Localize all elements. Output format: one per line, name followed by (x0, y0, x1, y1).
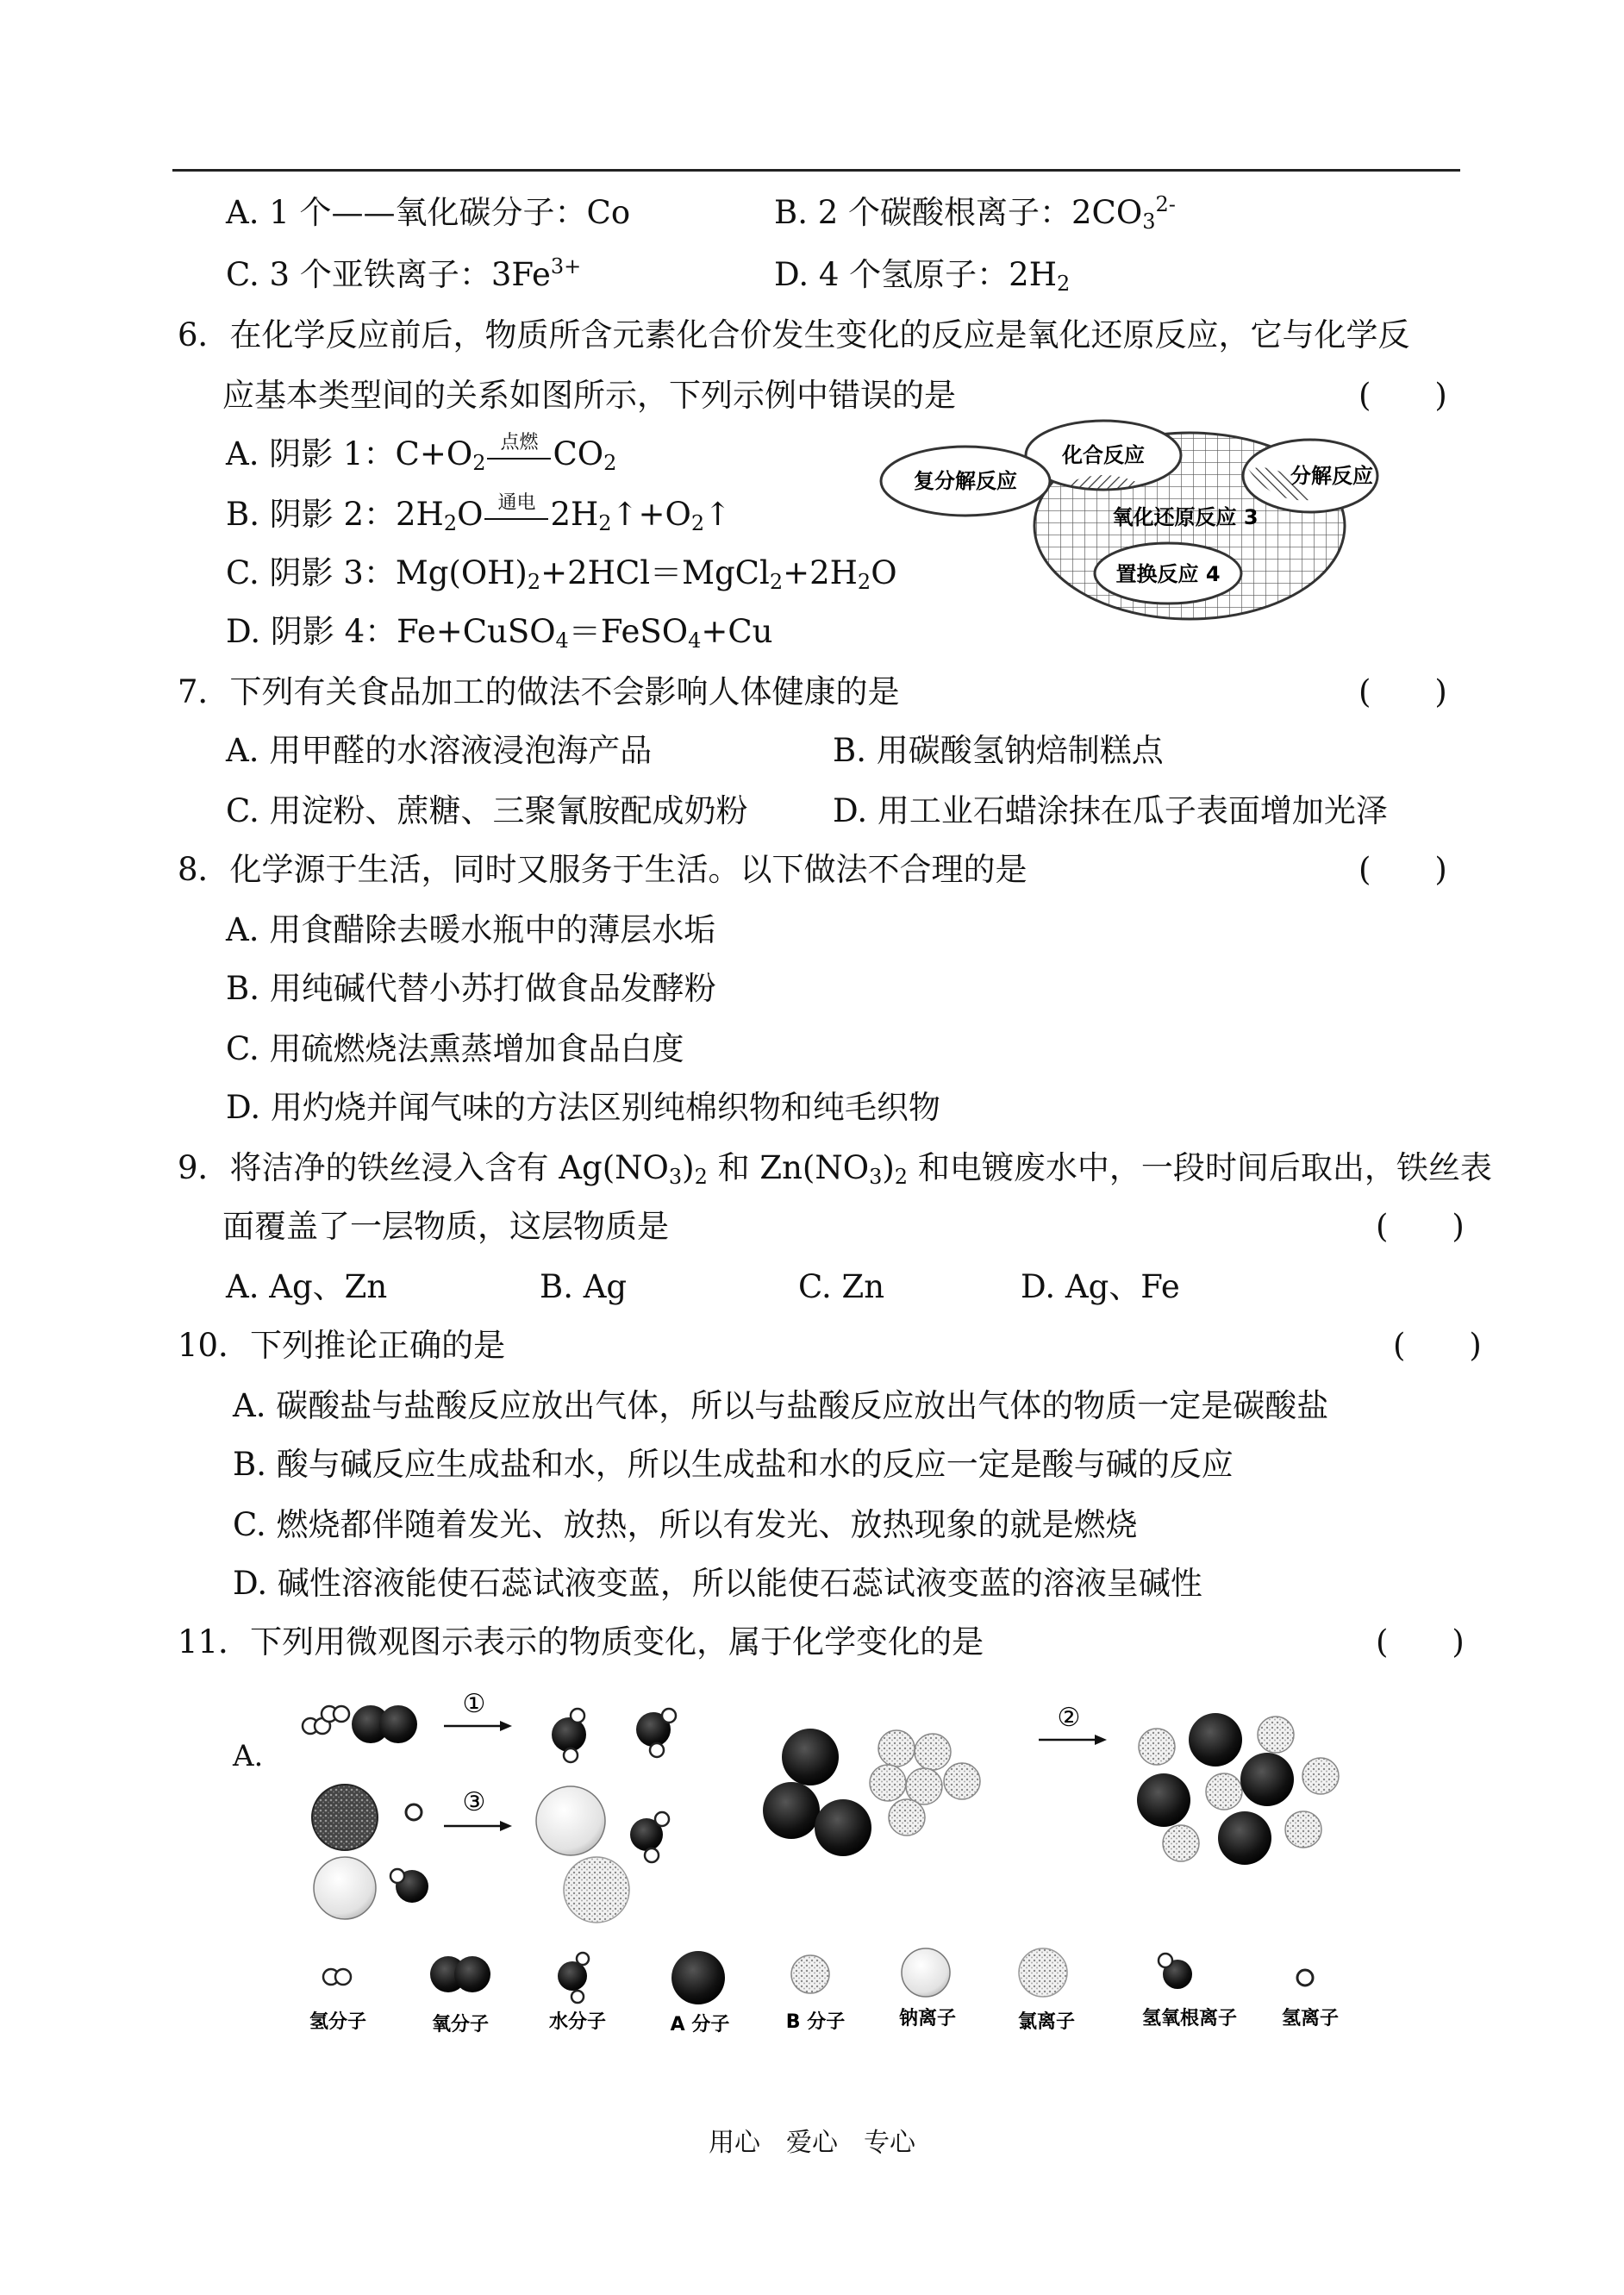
panel-1 (303, 1690, 676, 1762)
b-molecule (889, 1799, 925, 1835)
q10-stem: 10．下列推论正确的是 (178, 1327, 506, 1364)
q5-option-b: B. 2 个碳酸根离子：$2CO_3^{2-}$ (774, 192, 1176, 234)
q8-answer-paren: ( ) (1359, 851, 1447, 888)
page-footer: 用心 爱心 专心 (709, 2128, 915, 2158)
q9-option-d: D. Ag、Fe (1021, 1268, 1180, 1305)
q5-option-c: C. 3 个亚铁离子：$3Fe^{3+}$ (226, 254, 582, 293)
double-decomposition-label: 复分解反应 (914, 469, 1017, 493)
legend-hydrogen-ion (1282, 1970, 1339, 2029)
redox-label: 氧化还原反应 3 (1112, 505, 1259, 529)
svg-text:氧分子: 氧分子 (431, 2014, 490, 2035)
a-molecule (1137, 1773, 1190, 1827)
q6-stem-line1: 6．在化学反应前后，物质所含元素化合价发生变化的反应是氧化还原反应，它与化学反 (178, 316, 1410, 353)
b-molecule (1258, 1717, 1294, 1753)
q6-option-b: B. 阴影 2：$2H_2O$ 通电 $2H_2↑+O_2↑$ (226, 492, 732, 535)
q7-option-c: C. 用淀粉、蔗糖、三聚氰胺配成奶粉 (226, 792, 748, 829)
q9-option-c: C. Zn (798, 1268, 885, 1305)
q8-option-d: D. 用灼烧并闻气味的方法区别纯棉织物和纯毛织物 (226, 1089, 940, 1126)
svg-text:氢分子: 氢分子 (309, 2011, 367, 2033)
q6-option-a: A. 阴影 1：$C+O_2$ 点燃 $CO_2$ (226, 432, 617, 475)
b-molecule (870, 1765, 906, 1801)
step-1-label: ① (462, 1690, 486, 1719)
oxygen-molecule (352, 1705, 417, 1743)
b-molecule (1139, 1729, 1175, 1765)
q6-stem-line2: 应基本类型间的关系如图所示，下列示例中错误的是 (222, 377, 956, 414)
q5-option-d: D. 4 个氢原子：$2H_2$ (774, 256, 1071, 296)
q8-option-a: A. 用食醋除去暖水瓶中的薄层水垢 (226, 911, 716, 948)
legend-b-molecule (786, 1955, 845, 2033)
svg-text:氢离子: 氢离子 (1281, 2008, 1340, 2029)
a-molecule (782, 1729, 839, 1785)
q8-stem: 8．化学源于生活，同时又服务于生活。以下做法不合理的是 (178, 851, 1027, 888)
a-molecule (1189, 1713, 1242, 1767)
legend-hydroxide-ion (1142, 1954, 1237, 2029)
hydroxide-ion (390, 1869, 428, 1903)
q7-answer-paren: ( ) (1359, 673, 1447, 710)
svg-text:氯离子: 氯离子 (1017, 2011, 1076, 2033)
svg-text:B 分子: B 分子 (785, 2011, 846, 2033)
q9-stem-line2: 面覆盖了一层物质，这层物质是 (222, 1208, 669, 1245)
sodium-ion (314, 1857, 376, 1919)
combination-label: 化合反应 (1062, 443, 1145, 467)
q10-option-b: B. 酸与碱反应生成盐和水，所以生成盐和水的反应一定是酸与碱的反应 (233, 1446, 1234, 1483)
legend-sodium-ion (899, 1948, 956, 2029)
q11-stem: 11．下列用微观图示表示的物质变化，属于化学变化的是 (178, 1623, 984, 1660)
q11-answer-paren: ( ) (1376, 1623, 1465, 1660)
chloride-ion (312, 1785, 378, 1850)
water-molecule (636, 1709, 676, 1757)
b-molecule (1163, 1825, 1199, 1861)
legend-water-molecule (549, 1953, 606, 2033)
a-molecule (763, 1782, 820, 1839)
step-3-label: ③ (462, 1787, 486, 1817)
panel-2 (763, 1703, 1339, 1865)
a-molecule (1240, 1753, 1294, 1806)
q10-option-d: D. 碱性溶液能使石蕊试液变蓝，所以能使石蕊试液变蓝的溶液呈碱性 (233, 1565, 1202, 1602)
b-molecule (1302, 1758, 1339, 1794)
a-molecule (1218, 1811, 1271, 1865)
hydrogen-ion (406, 1804, 422, 1820)
a-molecule (815, 1799, 871, 1856)
b-molecule (878, 1730, 915, 1767)
b-molecule (906, 1768, 942, 1804)
q6-option-d: D. 阴影 4：Fe+CuSO$_4$＝FeSO$_4$+Cu (226, 613, 773, 653)
decomposition-label: 分解反应 (1290, 464, 1373, 488)
q8-option-b: B. 用纯碱代替小苏打做食品发酵粉 (226, 970, 716, 1007)
q10-answer-paren: ( ) (1393, 1327, 1482, 1364)
legend-chloride-ion (1018, 1948, 1075, 2033)
sodium-ion (536, 1786, 605, 1855)
q7-stem: 7．下列有关食品加工的做法不会影响人体健康的是 (178, 673, 900, 710)
svg-text:钠离子: 钠离子 (898, 2008, 957, 2029)
b-molecule (1285, 1811, 1321, 1848)
svg-text:水分子: 水分子 (548, 2011, 607, 2033)
q9-answer-paren: ( ) (1376, 1208, 1465, 1245)
particle-legend (309, 1948, 1339, 2035)
b-molecule (915, 1734, 951, 1770)
legend-oxygen-molecule (430, 1956, 490, 2035)
water-molecule (630, 1812, 669, 1862)
svg-text:氢氧根离子: 氢氧根离子 (1141, 2008, 1238, 2029)
q9-option-a: A. Ag、Zn (226, 1268, 388, 1305)
reaction-venn-diagram (879, 414, 1396, 621)
panel-3 (312, 1785, 669, 1923)
step-2-label: ② (1057, 1703, 1081, 1733)
q8-option-c: C. 用硫燃烧法熏蒸增加食品白度 (226, 1030, 684, 1067)
hydrogen-molecule (322, 1706, 349, 1722)
q7-option-a: A. 用甲醛的水溶液浸泡海产品 (226, 732, 653, 769)
q10-option-a: A. 碳酸盐与盐酸反应放出气体，所以与盐酸反应放出气体的物质一定是碳酸盐 (233, 1387, 1329, 1424)
q7-option-b: B. 用碳酸氢钠焙制糕点 (833, 732, 1164, 769)
legend-a-molecule (671, 1951, 730, 2035)
q10-option-c: C. 燃烧都伴随着发光、放热，所以有发光、放热现象的就是燃烧 (233, 1506, 1138, 1543)
svg-text:A 分子: A 分子 (670, 2014, 730, 2035)
b-molecule (1206, 1773, 1242, 1810)
chloride-ion (564, 1857, 629, 1923)
q9-option-b: B. Ag (540, 1268, 628, 1305)
q9-stem-line1: 9．将洁净的铁丝浸入含有 $Ag(NO_3)_2$ 和 $Zn(NO_3)_2$ 和电镀废水中，一段时间后取出，铁丝表 (178, 1149, 1492, 1189)
q6-answer-paren: ( ) (1359, 377, 1447, 414)
legend-hydrogen-molecule (309, 1969, 366, 2033)
water-molecule (552, 1709, 586, 1762)
q7-option-d: D. 用工业石蜡涂抹在瓜子表面增加光泽 (833, 792, 1388, 829)
q11-option-a: A. (233, 1739, 264, 1773)
q6-option-c: C. 阴影 3：$Mg(OH)_2+2HCl=MgCl_2+2H_2O$ (226, 554, 897, 594)
micro-change-diagram (293, 1690, 1440, 2052)
header-rule (172, 169, 1460, 172)
q5-option-a: A. 1 个——氧化碳分子：Co (226, 194, 631, 231)
b-molecule (944, 1763, 980, 1799)
displacement-label: 置换反应 4 (1115, 562, 1221, 586)
